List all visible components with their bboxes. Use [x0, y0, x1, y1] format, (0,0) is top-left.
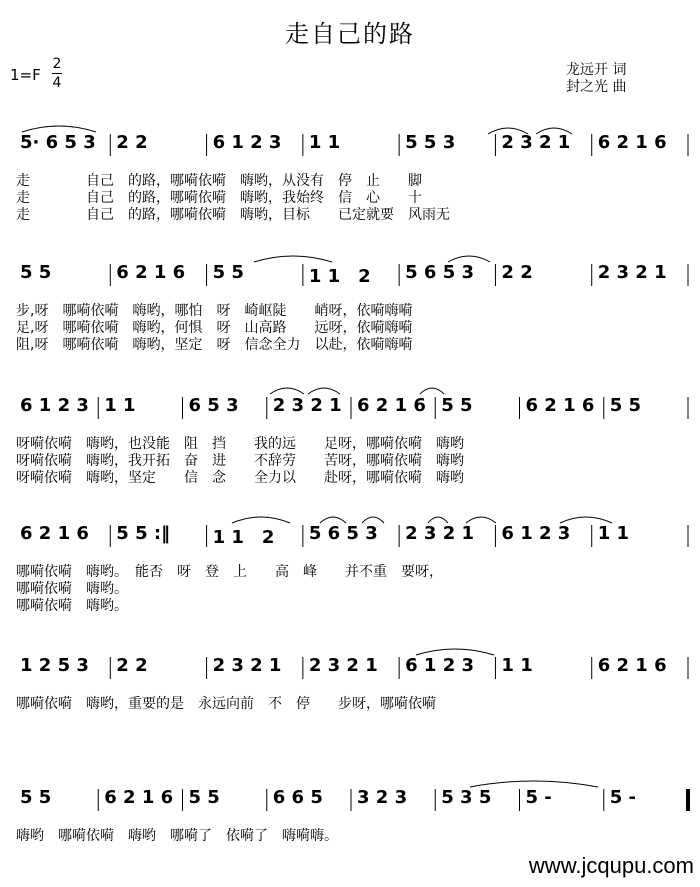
measure-notes: 5 - — [525, 787, 552, 808]
measure-notes: 1 1 — [501, 655, 533, 676]
lyric-line: 走 自己 的路，哪嗬依嗬 嗨哟，我始终 信 心 十 — [16, 190, 422, 206]
slur — [420, 388, 444, 394]
measure-notes: 5 5 — [20, 787, 52, 808]
song-title: 走自己的路 — [285, 20, 415, 48]
lyric-line: 阻,呀 哪嗬依嗬 嗨哟，坚定 呀 信念全力 以赴，依嗬嗨嗬 — [16, 337, 413, 353]
measure-notes: 2 3 2 1 — [405, 523, 475, 544]
measure-notes: 6 2 1 6 — [104, 787, 174, 808]
measure-notes: 2 3 2 1 — [272, 395, 342, 416]
lyric-line: 哪嗬依嗬 嗨哟。 — [16, 581, 128, 597]
measure-notes: 5 5 — [441, 395, 473, 416]
measure-notes: 6 2 1 6 — [597, 655, 667, 676]
composer-credit: 封之光 曲 — [566, 79, 627, 95]
measure-notes: 2 2 — [116, 655, 148, 676]
measure-notes: 6 2 1 6 — [20, 523, 89, 544]
slur — [270, 388, 304, 394]
measure-notes: 6 5 3 — [188, 395, 239, 416]
measure-notes: 5 6 5 3 — [308, 523, 378, 544]
lyricist-credit: 龙远开 词 — [566, 62, 627, 78]
measure-notes: 1 1 — [104, 395, 136, 416]
measure-notes: 5· 6 5 3 — [20, 132, 96, 153]
lyric-line: 走 自己 的路，哪嗬依嗬 嗨哟，目标 已定就要 风雨无 — [16, 207, 450, 223]
measure-notes: 2 3 2 1 — [212, 655, 282, 676]
measure-notes: 2 3 2 1 — [308, 655, 378, 676]
lyric-line: 呀嗬依嗬 嗨哟，我开拓 奋 进 不辞劳 苦呀，哪嗬依嗬 嗨哟 — [16, 453, 464, 469]
lyric-line: 嗨哟 哪嗬依嗬 嗨哟 哪嗬了 依嗬了 嗨嗬嗨。 — [16, 828, 338, 844]
lyric-line: 走 自己 的路，哪嗬依嗬 嗨哟，从没有 停 止 脚 — [16, 173, 422, 189]
measure-notes: 5 5 — [609, 395, 642, 416]
meter-top: 2 — [52, 56, 62, 72]
measure-notes: 6 6 5 — [272, 787, 323, 808]
measure-notes: 3 2 3 — [357, 787, 408, 808]
measure-notes: 5 3 5 — [441, 787, 492, 808]
measure-notes: 5 5 — [212, 262, 244, 283]
meter-bottom: 4 — [52, 75, 62, 91]
measure-notes: 6 1 2 3 — [212, 132, 282, 153]
key-signature: 1=F — [10, 66, 41, 84]
measure-notes: 5 5 :‖ — [116, 523, 171, 544]
measure-notes: 6 1 2 3 — [501, 523, 571, 544]
measure-notes: 1 2 5 3 — [20, 655, 89, 676]
measure-notes: 2 2 — [116, 132, 148, 153]
measure-notes: 2 3 2 1 — [501, 132, 571, 153]
measure-notes: 5 6 5 3 — [405, 262, 475, 283]
measure-notes: 2 3 2 1 — [597, 262, 667, 283]
measure-notes: 5 5 — [20, 262, 52, 283]
measure-notes: 6 1 2 3 — [405, 655, 475, 676]
measure-notes: 6 2 1 6 — [357, 395, 426, 416]
watermark-url: www.jcqupu.com — [528, 853, 694, 878]
lyric-line: 足,呀 哪嗬依嗬 嗨哟，何惧 呀 山高路 远呀，依嗬嗨嗬 — [16, 320, 413, 336]
measure-notes: 1 1 2 — [212, 527, 275, 548]
lyric-line: 呀嗬依嗬 嗨哟，坚定 信 念 全力以 赴呀，哪嗬依嗬 嗨哟 — [16, 470, 464, 486]
measure-notes: 6 2 1 6 — [525, 395, 595, 416]
lyric-line: 哪嗬依嗬 嗨哟。 — [16, 598, 128, 614]
measure-notes: 1 1 2 — [308, 266, 371, 287]
lyric-line: 呀嗬依嗬 嗨哟，也没能 阻 挡 我的远 足呀，哪嗬依嗬 嗨哟 — [16, 436, 464, 452]
lyric-line: 哪嗬依嗬 嗨哟。 能否 呀 登 上 高 峰 并不重 要呀， — [16, 564, 443, 580]
measure-notes: 5 5 — [188, 787, 220, 808]
measure-notes: 5 - — [609, 787, 637, 808]
measure-notes: 2 2 — [501, 262, 533, 283]
measure-notes: 6 2 1 6 — [597, 132, 667, 153]
measure-notes: 6 1 2 3 — [20, 395, 89, 416]
measure-notes: 1 1 — [597, 523, 630, 544]
lyric-line: 步,呀 哪嗬依嗬 嗨哟，哪怕 呀 崎岖陡 峭呀，依嗬嗨嗬 — [16, 303, 413, 319]
measure-notes: 1 1 — [308, 132, 341, 153]
slur — [308, 388, 340, 394]
measure-notes: 6 2 1 6 — [116, 262, 186, 283]
measure-notes: 5 5 3 — [405, 132, 456, 153]
lyric-line: 哪嗬依嗬 嗨哟，重要的是 永远向前 不 停 步呀，哪嗬依嗬 — [16, 696, 436, 712]
